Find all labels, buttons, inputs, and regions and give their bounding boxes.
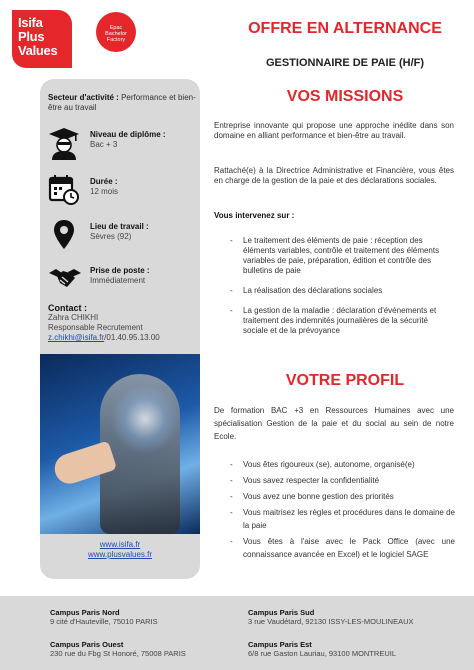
profile-item: - Vous maitrisez les règles et procédures dans le domaine de la paie <box>230 506 455 532</box>
diploma-label: Niveau de diplôme : <box>90 130 166 139</box>
campus-address: 6/8 rue Gaston Lauriau, 93100 MONTREUIL <box>248 649 396 658</box>
handshake-icon <box>48 263 78 295</box>
company-description: Entreprise innovante qui propose une approche inédite dans son domaine en alliant performance et bien-être au travail. <box>214 121 454 140</box>
info-sidebar <box>40 79 200 579</box>
location-pin-icon <box>48 219 78 251</box>
duration-value: 12 mois <box>90 187 119 196</box>
sector-label: Secteur d'activité : <box>48 93 119 102</box>
start-label: Prise de poste : <box>90 266 150 275</box>
campus-paris-est <box>248 640 396 658</box>
missions-title: VOS MISSIONS <box>286 88 404 105</box>
campus-paris-sud <box>248 608 414 626</box>
offer-title: OFFRE EN ALTERNANCE <box>248 20 442 37</box>
diploma-text <box>90 130 166 150</box>
campus-address: 230 rue du Fbg St Honoré, 75008 PARIS <box>50 649 186 658</box>
location-value: Sèvres (92) <box>90 232 132 241</box>
location-text <box>90 222 149 242</box>
contact-name: Zahra CHIKHI <box>48 313 99 322</box>
business-touchscreen-photo <box>40 354 200 534</box>
contact-role: Responsable Recrutement <box>48 323 143 332</box>
profile-item: - Vous savez respecter la confidentialité <box>230 474 455 487</box>
duration-label: Durée : <box>90 177 118 186</box>
isifa-website-link[interactable]: www.isifa.fr <box>99 540 141 549</box>
profile-title: VOTRE PROFIL <box>285 372 405 389</box>
diploma-value: Bac + 3 <box>90 140 118 149</box>
logo-line: Factory <box>106 37 126 43</box>
photo-glow <box>110 384 180 454</box>
campus-name: Campus Paris Est <box>248 640 312 649</box>
campus-address: 9 cité d'Hauteville, 75010 PARIS <box>50 617 158 626</box>
mission-item: - La réalisation des déclarations sociales <box>230 286 455 296</box>
start-row <box>48 263 198 299</box>
campus-paris-nord <box>50 608 158 626</box>
location-row <box>48 219 198 255</box>
duration-row <box>48 174 198 210</box>
campus-name: Campus Paris Nord <box>50 608 120 617</box>
isifa-plus-values-logo <box>12 10 72 68</box>
campus-paris-ouest <box>50 640 186 658</box>
sector-info <box>48 93 198 113</box>
diploma-row <box>48 127 198 163</box>
contact-block <box>48 303 198 343</box>
sector-value: Performance et bien-être au travail <box>48 93 196 112</box>
profile-item: - Vous avez une bonne gestion des priorités <box>230 490 455 503</box>
website-links <box>40 540 200 560</box>
campus-footer <box>0 596 474 670</box>
logo-line: Values <box>18 43 58 58</box>
graduate-icon <box>48 127 78 159</box>
mission-item: - Le traitement des éléments de paie : réception des éléments variables, contrôle et traitement des éléments variables de paie, préparation, édition et contrôle des bulletins de paie <box>230 236 455 276</box>
role-description: Rattaché(e) à la Directrice Administrative et Financière, vous êtes en charge de la gestion de la paie et des déclarations sociales. <box>214 166 454 185</box>
logo-line: Plus <box>18 29 45 44</box>
contact-phone: /01.40.95.13.00 <box>104 333 160 342</box>
logo-line: Epac <box>109 25 123 31</box>
mission-item: - La gestion de la maladie : déclaration d'événements et traitement des indemnités journalières de la sécurité sociale et de la prévoyance <box>230 306 455 336</box>
campus-address: 3 rue Vaudétard, 92130 ISSY-LES-MOULINEAUX <box>248 617 414 626</box>
logo-line: Isifa <box>18 15 43 30</box>
campus-name: Campus Paris Sud <box>248 608 315 617</box>
calendar-clock-icon <box>48 174 78 206</box>
profile-item: - Vous êtes rigoureux (se), autonome, organisé(e) <box>230 458 455 471</box>
missions-list <box>230 236 455 346</box>
start-value: Immédiatement <box>90 276 146 285</box>
profile-item: - Vous êtes à l'aise avec le Pack Office (avec une connaissance avancée en Excel) et le logiciel SAGE <box>230 535 455 561</box>
profile-intro: De formation BAC +3 en Ressources Humaines avec une spécialisation Gestion de la paie et du social au sein de notre Ecole. <box>214 406 454 441</box>
profile-list <box>230 458 455 564</box>
job-title: GESTIONNAIRE DE PAIE (H/F) <box>265 57 425 69</box>
logo-line: Bachelor <box>105 31 127 37</box>
plusvalues-website-link[interactable]: www.plusvalues.fr <box>87 550 153 559</box>
intervention-heading: Vous intervenez sur : <box>214 211 295 220</box>
contact-email-link[interactable]: z.chikhi@isifa.fr <box>48 333 105 342</box>
location-label: Lieu de travail : <box>90 222 149 231</box>
contact-label: Contact : <box>48 303 87 313</box>
campus-name: Campus Paris Ouest <box>50 640 124 649</box>
duration-text <box>90 177 118 197</box>
start-text <box>90 266 150 286</box>
epac-bachelor-factory-logo <box>96 12 136 52</box>
